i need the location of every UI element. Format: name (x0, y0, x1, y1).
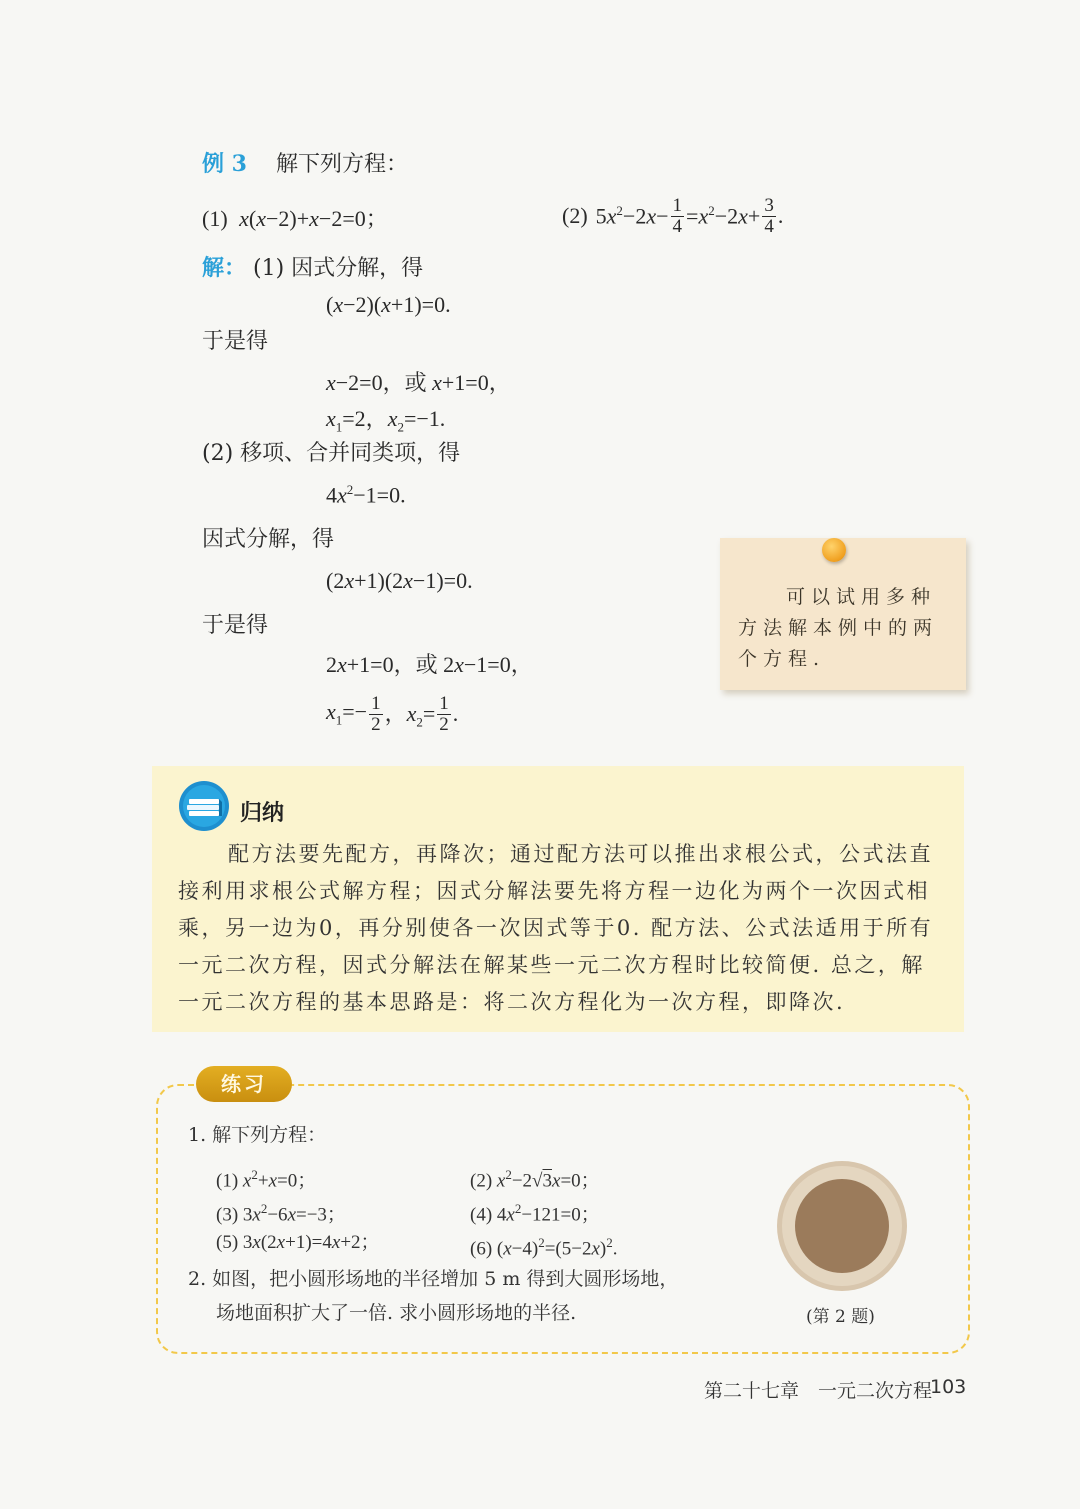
exercise-4: (4) $4x^2-121=0$； (470, 1201, 600, 1226)
page-number: 103 (930, 1376, 967, 1398)
roots-1: $x_1=2$，$x_2=-1$. (326, 406, 446, 435)
yushi-de-1: 于是得 (202, 329, 269, 354)
solution-start (202, 254, 423, 283)
practice-badge: 练习 (196, 1066, 292, 1102)
figure-caption: (第 2 题) (806, 1307, 875, 1327)
summary-title: 归纳 (240, 801, 285, 826)
roots-2: $x_1=-$ $\frac{1}{2}$ ，$x_2=$ $\frac{1}{2}$ . (326, 692, 459, 735)
pushpin-icon (822, 538, 846, 562)
yushi-de-2: 于是得 (202, 613, 269, 638)
equation-cases-1: x−2=0，或 x+1=0， (326, 370, 511, 395)
fraction: $\frac{1}{4}$ (672, 194, 683, 237)
example-header (202, 150, 408, 179)
solution-step-2: (2) 移项、合并同类项，得 (202, 441, 461, 466)
exercise-3: (3) $3x^2-6x=-3$； (216, 1201, 346, 1226)
practice-q2-line2: 场地面积扩大了一倍. 求小圆形场地的半径. (216, 1302, 577, 1324)
book-stack-icon (178, 780, 230, 832)
equation-cases-2: 2x+1=0，或 2x−1=0， (326, 652, 533, 677)
example-prompt: 解下列方程： (275, 152, 408, 177)
problem-1: (1) x(x−2)+x−2=0； (202, 206, 388, 231)
equation-factored-2: (2x+1)(2x−1)=0. (326, 568, 473, 593)
exercise-6: (6) $(x-4)^2=(5-2x)^2$. (470, 1235, 618, 1260)
example-label: 例 3 (202, 151, 247, 177)
summary-body: 配方法要先配方，再降次；通过配方法可以推出求根公式，公式法直接利用求根公式解方程；因式分解法要先将方程一边化为两个一次因式相乘，另一边为0，再分别使各一次因式等于0. 配方法、公式法适用于所有一元二次方程，因式分解法在解某些一元二次方程时比较简便. 总之，解一元二次方程的基本思路是：将二次方程化为一次方程，即降次. (178, 842, 934, 1014)
practice-q2-line1: 2. 如图，把小圆形场地的半径增加 5 m 得到大圆形场地， (188, 1268, 679, 1290)
solution-step-1: (1) 因式分解，得 (253, 256, 424, 281)
exercise-1: (1) $x^2+x=0$； (216, 1167, 317, 1192)
practice-q1: 1. 解下列方程： (188, 1124, 327, 1146)
fraction: $\frac{1}{2}$ (439, 692, 449, 735)
chapter-title: 第二十七章 一元二次方程 (704, 1380, 933, 1402)
problem-2: (2) $5x^2-2x-$ $\frac{1}{4}$ $=x^2-2x+$ $\frac{3}{4}$ . (562, 194, 784, 237)
solution-label: 解： (202, 255, 247, 281)
fraction: $\frac{1}{2}$ (371, 692, 381, 735)
equation-simplified-2: $4x^2-1=0$. (326, 482, 406, 508)
concentric-circles-figure (776, 1160, 908, 1292)
side-note-text: 可以试用多种方法解本例中的两个方程. (738, 586, 939, 670)
exercise-5: (5) 3x(2x+1)=4x+2； (216, 1232, 380, 1253)
exercise-2: (2) $x^2-2√3x=0$； (470, 1167, 600, 1192)
fraction: $\frac{3}{4}$ (764, 194, 774, 237)
equation-factored-1: (x−2)(x+1)=0. (326, 292, 451, 317)
factor-de: 因式分解，得 (202, 527, 335, 552)
side-note (720, 538, 966, 690)
